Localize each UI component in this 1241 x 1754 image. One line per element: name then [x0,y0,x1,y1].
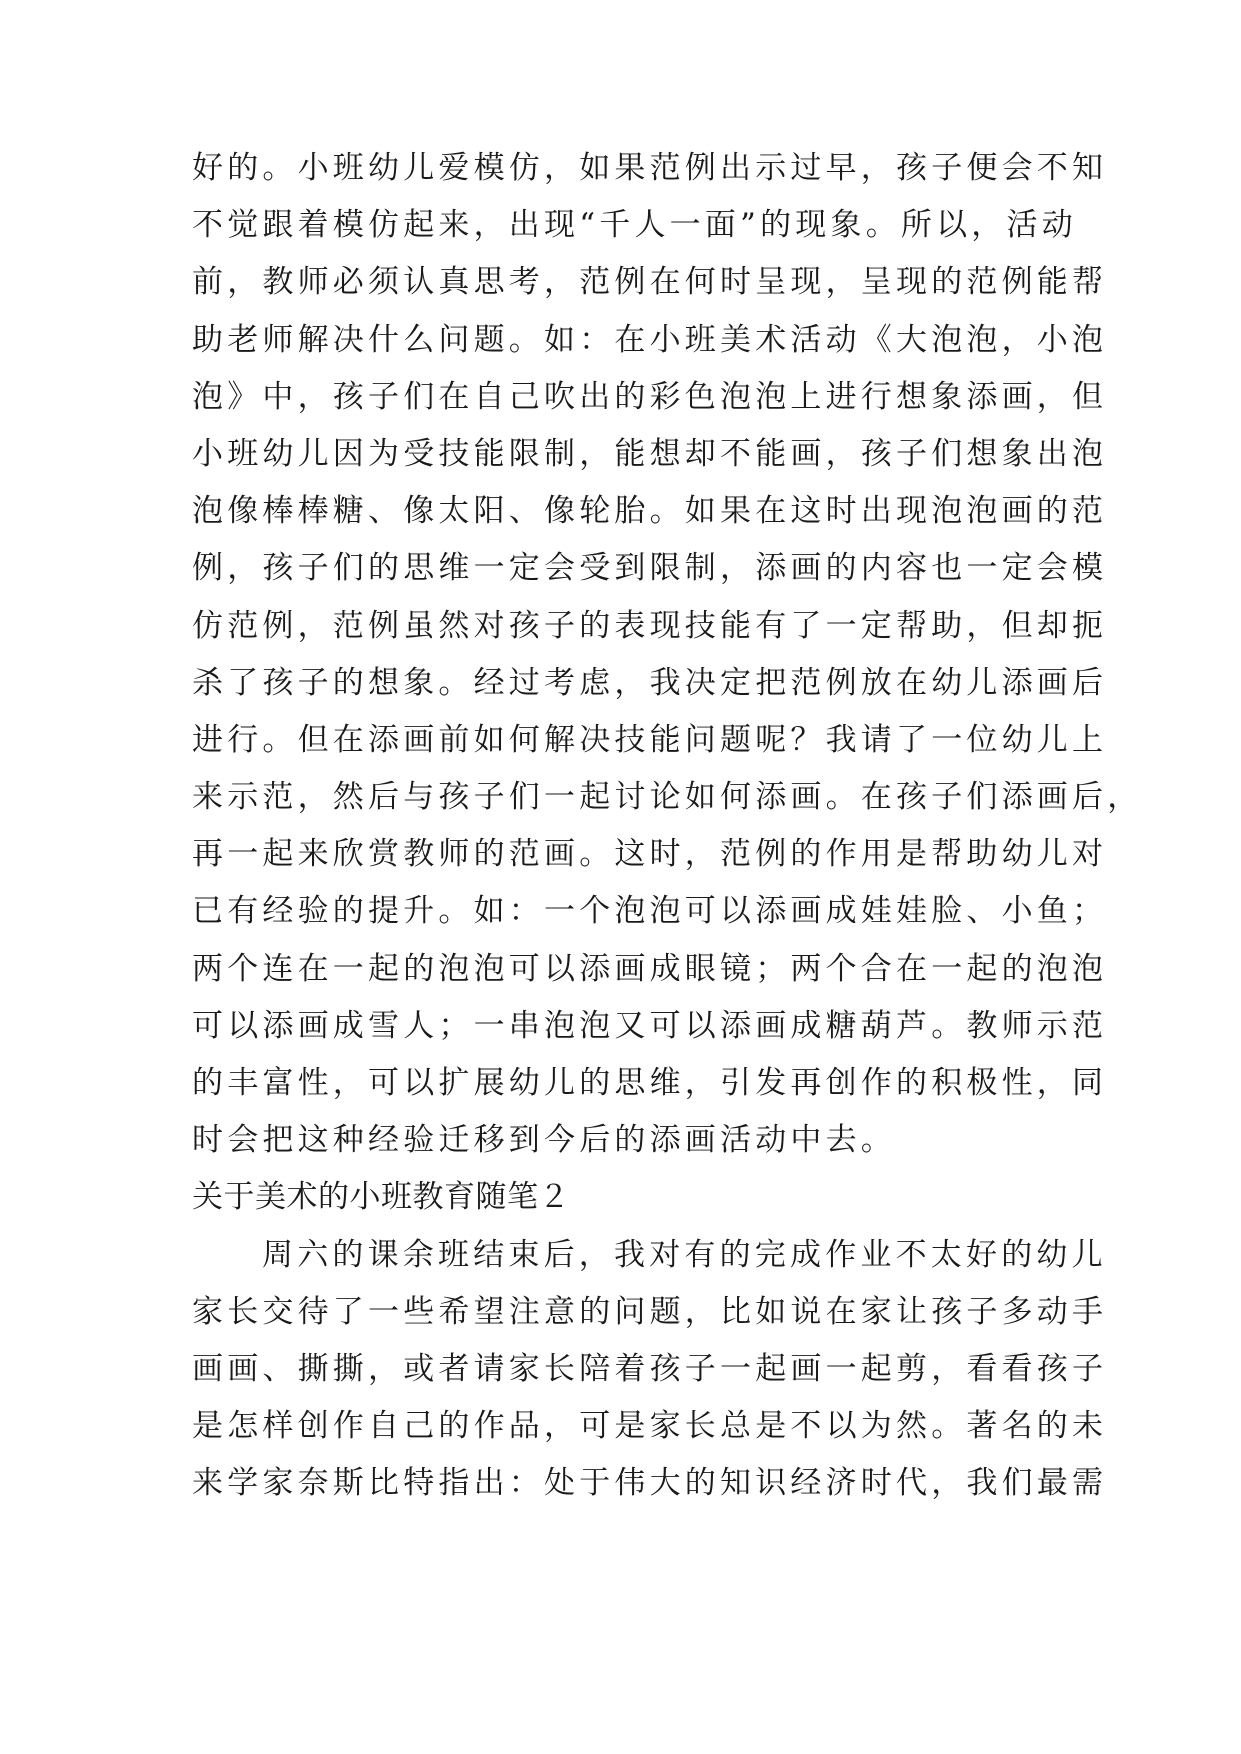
text-line: 不觉跟着模仿起来，出现“千人一面”的现象。所以，活动 [192,207,1077,244]
text-line: 杀了孩子的想象。经过考虑，我决定把范例放在幼儿添画后 [192,664,1108,701]
text-line: 再一起来欣赏教师的范画。这时，范例的作用是帮助幼儿对 [192,836,1108,873]
text-line: 来示范，然后与孩子们一起讨论如何添画。在孩子们添画后， [192,779,1143,816]
text-line-indented: 周六的课余班结束后，我对有的完成作业不太好的幼儿 [262,1236,1107,1273]
paragraph-continued [192,140,1143,1169]
text-line: 是怎样创作自己的作品，可是家长总是不以为然。著名的未 [192,1408,1108,1445]
text-line: 前，教师必须认真思考，范例在何时呈现，呈现的范例能帮 [192,264,1108,301]
text-line: 时会把这种经验迁移到今后的添画活动中去。 [192,1122,896,1159]
text-line: 的丰富性，可以扩展幼儿的思维，引发再创作的积极性，同 [192,1065,1108,1101]
text-line: 两个连在一起的泡泡可以添画成眼镜；两个合在一起的泡泡 [192,950,1108,987]
text-line: 来学家奈斯比特指出：处于伟大的知识经济时代，我们最需 [192,1465,1108,1502]
text-line: 泡像棒棒糖、像太阳、像轮胎。如果在这时出现泡泡画的范 [192,493,1108,530]
document-body [192,140,1143,1513]
text-line: 泡》中，孩子们在自己吹出的彩色泡泡上进行想象添画，但 [192,378,1108,415]
text-line: 可以添画成雪人；一串泡泡又可以添画成糖葫芦。教师示范 [192,1007,1108,1044]
text-line: 好的。小班幼儿爱模仿，如果范例出示过早，孩子便会不知 [192,150,1108,186]
text-line: 已有经验的提升。如：一个泡泡可以添画成娃娃脸、小鱼； [192,893,1108,930]
text-line: 画画、撕撕，或者请家长陪着孩子一起画一起剪，看看孩子 [192,1350,1108,1387]
text-line: 小班幼儿因为受技能限制，能想却不能画，孩子们想象出泡 [192,435,1108,472]
text-line: 仿范例，范例虽然对孩子的表现技能有了一定帮助，但却扼 [192,607,1108,644]
paragraph-new [192,1227,1108,1513]
section-heading: 关于美术的小班教育随笔２ [192,1179,570,1216]
text-line: 家长交待了一些希望注意的问题，比如说在家让孩子多动手 [192,1293,1108,1330]
text-line: 例，孩子们的思维一定会受到限制，添画的内容也一定会模 [192,550,1108,587]
text-line: 进行。但在添画前如何解决技能问题呢？我请了一位幼儿上 [192,721,1108,758]
text-line: 助老师解决什么问题。如：在小班美术活动《大泡泡，小泡 [192,321,1108,358]
